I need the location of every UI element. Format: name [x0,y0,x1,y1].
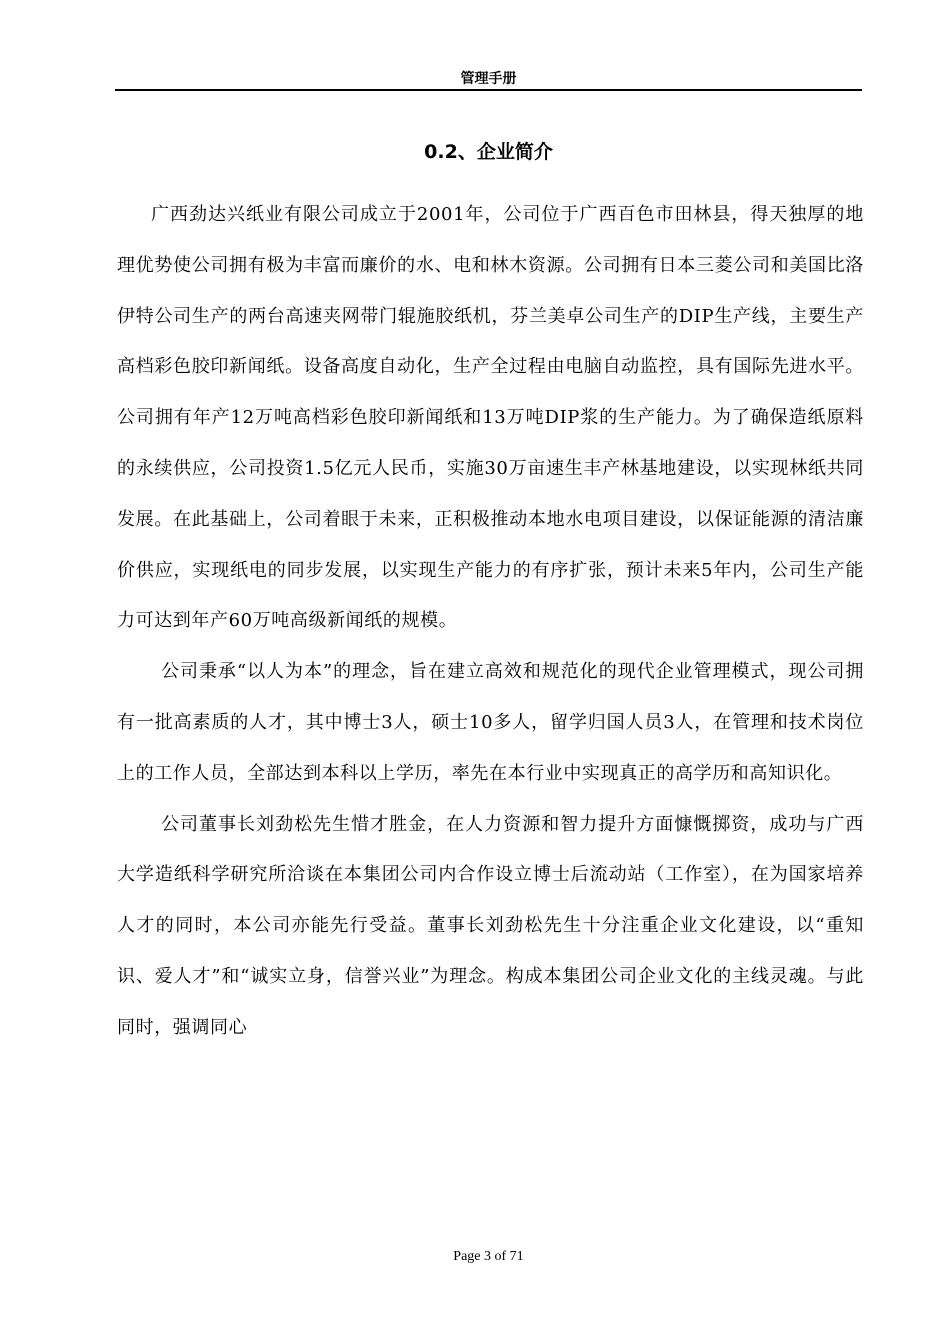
paragraph-company-overview: 广西劲达兴纸业有限公司成立于2001年，公司位于广西百色市田林县，得天独厚的地理优势使公司拥有极为丰富而廉价的水、电和林木资源。公司拥有日本三菱公司和美国比洛伊特公司生产的两台高速夹网带门辊施胶纸机，芬兰美卓公司生产的DIP生产线，主要生产高档彩色胶印新闻纸。设备高度自动化，生产全过程由电脑自动监控，具有国际先进水平。公司拥有年产12万吨高档彩色胶印新闻纸和13万吨DIP浆的生产能力。为了确保造纸原料的永续供应，公司投资1.5亿元人民币，实施30万亩速生丰产林基地建设，以实现林纸共同发展。在此基础上，公司着眼于未来，正积极推动本地水电项目建设，以保证能源的清洁廉价供应，实现纸电的同步发展，以实现生产能力的有序扩张，预计未来5年内，公司生产能力可达到年产60万吨高级新闻纸的规模。 [117,204,864,632]
paragraph-chairman-culture: 公司董事长刘劲松先生惜才胜金，在人力资源和智力提升方面慷慨掷资，成功与广西大学造纸科学研究所洽谈在本集团公司内合作设立博士后流动站（工作室），在为国家培养人才的同时，本公司亦能先行受益。董事长刘劲松先生十分注重企业文化建设，以“重知识、爱人才”和“诚实立身，信誉兴业”为理念。构成本集团公司企业文化的主线灵魂。与此同时，强调同心 [117,813,864,1038]
section-heading: 0.2、企业简介 [424,141,553,163]
running-header-title: 管理手册 [460,71,517,87]
paragraph-talent-philosophy: 公司秉承“以人为本”的理念，旨在建立高效和规范化的现代企业管理模式，现公司拥有一批高素质的人才，其中博士3人，硕士10多人，留学归国人员3人，在管理和技术岗位上的工作人员，全部达到本科以上学历，率先在本行业中实现真正的高学历和高知识化。 [117,661,864,784]
page-number-footer: Page 3 of 71 [453,1249,524,1264]
header-divider [115,89,862,91]
document-body [117,190,864,1054]
